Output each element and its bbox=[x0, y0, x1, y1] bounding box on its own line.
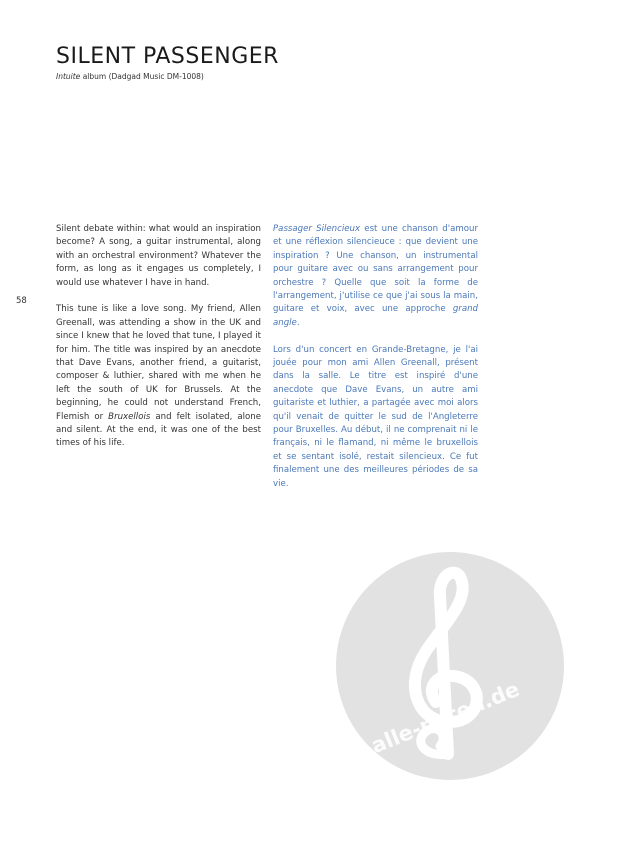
watermark-text: alle-noten.de bbox=[367, 676, 523, 759]
english-column bbox=[56, 223, 261, 464]
page-number: 58 bbox=[16, 296, 27, 306]
page-title: SILENT PASSENGER bbox=[56, 44, 279, 69]
english-paragraph-2-text-a: This tune is like a love song. My friend, Allen Greenall, was attending a show in the UK and since I knew that he loved that tune, I played it for him. The title was inspired by an anecdote that Dave Evans, another friend, a guitarist, composer & luthier, shared with me when he left the south of UK for Brussels. At the beginning, he could not understand French, Flemish or bbox=[56, 304, 261, 422]
album-subtitle bbox=[56, 72, 204, 81]
french-paragraph-2: Lors d'un concert en Grande-Bretagne, je l'ai jouée pour mon ami Allen Greenall, présent dans la salle. Le titre est inspiré d'une anecdote que Dave Evans, un autre ami guitariste et luthier, a partagée avec moi alors qu'il venait de quitter le sud de l'Angleterre pour Bruxelles. Au début, il ne comprenait ni le français, ni le flamand, ni même le bruxellois et se sentant isolé, restait silencieux. Ce fut finalement une des meilleures périodes de sa vie. bbox=[273, 344, 478, 489]
english-paragraph-2-text-b: and felt isolated, alone and silent. At the end, it was one of the best times of his life. bbox=[56, 411, 261, 449]
french-column bbox=[273, 223, 478, 505]
english-paragraph-2 bbox=[56, 303, 261, 450]
french-title-italic: Passager Silencieux bbox=[273, 224, 361, 234]
album-catalog: album (Dadgad Music DM-1008) bbox=[80, 72, 204, 81]
french-paragraph-1-text: est une chanson d'amour et une réflexion silencieuce : que devient une inspiration ? Une chanson, un instrumental pour guitare avec ou sans arrangement pour orchestre ? Quelle que soit la forme de l'arrangement, j'utilise ce que j'ai sous la main, guitare et voix, avec une approche bbox=[273, 224, 478, 315]
french-paragraph-1 bbox=[273, 223, 478, 330]
french-italic-phrase: grand angle bbox=[273, 304, 478, 328]
watermark bbox=[336, 552, 564, 780]
album-name: Intuite bbox=[56, 72, 81, 81]
french-paragraph-1-end: . bbox=[296, 317, 300, 328]
english-italic-word: Bruxellois bbox=[108, 411, 151, 422]
english-paragraph-1: Silent debate within: what would an inspiration become? A song, a guitar instrumental, along with an orchestral environment? Whatever the form, as long as it engages us completely, I would use whatever I have in hand. bbox=[56, 224, 261, 288]
